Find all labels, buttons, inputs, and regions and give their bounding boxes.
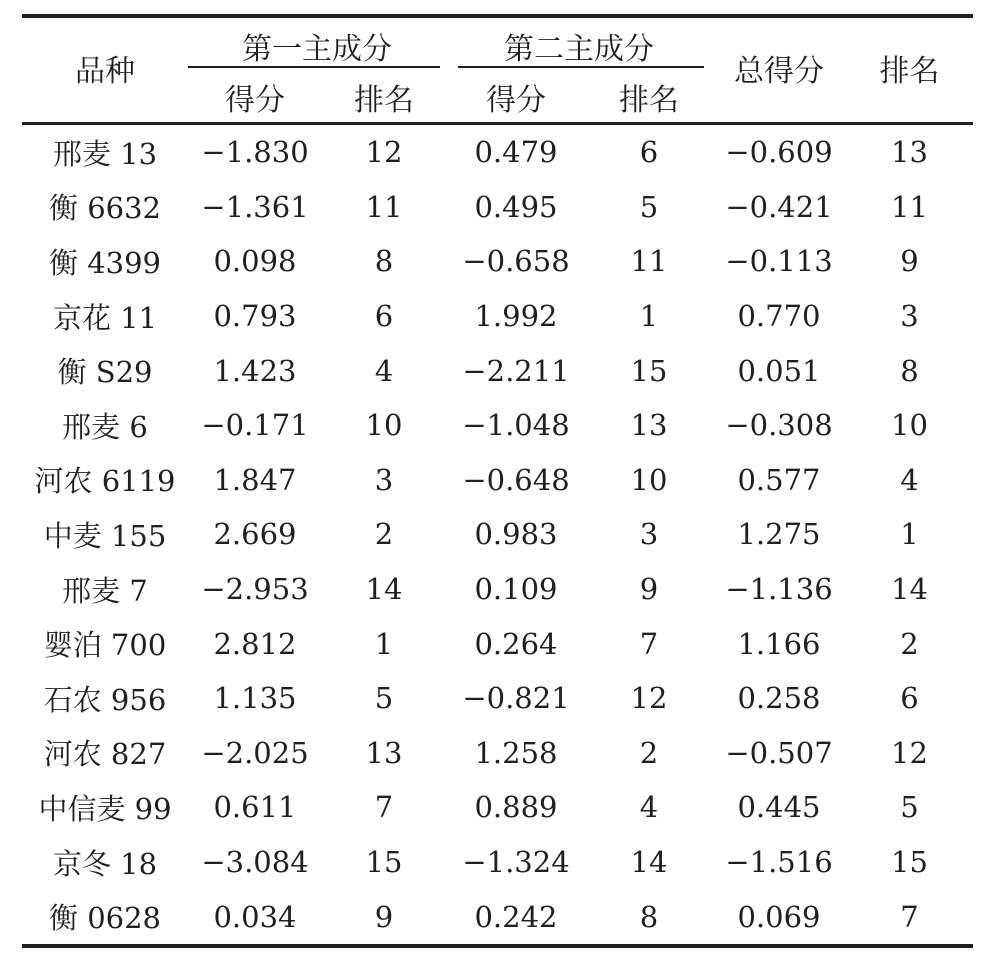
- header-variety: 品种: [22, 16, 188, 124]
- cell-variety: 衡 S29: [57, 355, 153, 390]
- cell-variety: 河农 6119: [34, 464, 176, 499]
- table-header: [22, 16, 973, 124]
- cell-pc1-score: 0.793: [213, 299, 297, 334]
- header-pc1-score: 得分: [188, 72, 322, 124]
- pc1-group-underline: [188, 66, 440, 68]
- cell-total-score: 0.258: [737, 681, 821, 716]
- cell-pc2-rank: 13: [630, 408, 668, 443]
- cell-pc1-rank: 15: [365, 845, 403, 880]
- cell-pc1-rank: 9: [322, 889, 446, 946]
- cell-variety: 衡 0628: [22, 889, 188, 946]
- cell-total-score: 0.069: [712, 889, 846, 946]
- cell-total-score: 1.275: [737, 517, 821, 552]
- table-row: [22, 780, 973, 835]
- table-row: [22, 343, 973, 398]
- cell-pc2-score: −2.211: [462, 353, 570, 388]
- cell-total-score: −1.516: [725, 845, 833, 880]
- cell-pc2-rank: 1: [639, 299, 659, 334]
- cell-pc2-rank: 4: [639, 790, 659, 825]
- cell-pc1-score: 2.669: [213, 517, 297, 552]
- cell-pc1-rank: 5: [374, 681, 394, 716]
- cell-pc1-score: −1.830: [201, 135, 309, 170]
- header-pc1: 第一主成分: [188, 16, 446, 72]
- table-row: [22, 234, 973, 289]
- cell-pc1-score: −2.025: [201, 735, 309, 770]
- cell-variety: 京冬 18: [52, 846, 158, 881]
- table-row: [22, 889, 973, 946]
- table-row: [22, 671, 973, 726]
- cell-pc2-score: 0.109: [474, 572, 558, 607]
- cell-pc2-score: 0.983: [474, 517, 558, 552]
- cell-variety: 邢麦 6: [62, 409, 148, 444]
- cell-pc2-rank: 9: [639, 572, 659, 607]
- table-row: [22, 124, 973, 180]
- cell-variety: 邢麦 13: [52, 136, 158, 171]
- cell-pc1-rank: 8: [374, 244, 394, 279]
- cell-variety: 邢麦 7: [62, 573, 148, 608]
- cell-total-rank: 3: [900, 299, 919, 334]
- cell-pc2-score: −1.048: [462, 408, 570, 443]
- cell-total-score: 0.770: [737, 299, 821, 334]
- cell-pc2-rank: 12: [630, 681, 668, 716]
- cell-total-score: 1.166: [737, 626, 821, 661]
- cell-pc1-rank: 10: [365, 408, 403, 443]
- table-row: [22, 726, 973, 781]
- cell-pc2-rank: 2: [639, 735, 659, 770]
- cell-pc1-rank: 7: [374, 790, 394, 825]
- cell-total-rank: 14: [891, 572, 928, 607]
- cell-total-score: 0.445: [737, 790, 821, 825]
- cell-total-score: −0.308: [725, 408, 833, 443]
- cell-total-rank: 6: [900, 681, 919, 716]
- table-row: [22, 616, 973, 671]
- cell-pc2-rank: 14: [630, 845, 668, 880]
- cell-pc1-rank: 13: [365, 735, 403, 770]
- cell-total-rank: 9: [900, 244, 919, 279]
- cell-pc1-score: 2.812: [213, 626, 297, 661]
- cell-pc2-rank: 6: [639, 135, 659, 170]
- cell-pc1-score: −3.084: [201, 845, 309, 880]
- cell-pc2-score: 0.264: [474, 626, 558, 661]
- cell-pc1-score: −1.361: [201, 189, 309, 224]
- cell-total-rank: 15: [891, 845, 928, 880]
- cell-total-score: 0.577: [737, 462, 821, 497]
- cell-pc1-rank: 14: [365, 572, 403, 607]
- cell-total-score: −0.507: [725, 735, 833, 770]
- cell-pc2-score: 0.242: [446, 889, 586, 946]
- cell-pc2-rank: 8: [586, 889, 712, 946]
- cell-pc2-score: −0.648: [462, 462, 570, 497]
- cell-pc1-score: 0.098: [213, 244, 297, 279]
- cell-variety: 中信麦 99: [38, 791, 172, 826]
- cell-variety: 河农 827: [43, 737, 167, 772]
- cell-variety: 中麦 155: [43, 518, 167, 553]
- cell-pc2-rank: 10: [630, 462, 668, 497]
- cell-pc1-rank: 2: [374, 517, 394, 552]
- header-total-score: 总得分: [712, 16, 846, 124]
- cell-total-score: 0.051: [737, 353, 821, 388]
- cell-pc1-score: −2.953: [201, 572, 309, 607]
- pca-score-table: [22, 14, 973, 948]
- header-pc2-rank: 排名: [586, 72, 712, 124]
- cell-total-rank: 1: [900, 517, 919, 552]
- cell-pc1-rank: 3: [374, 462, 394, 497]
- cell-pc2-rank: 5: [639, 189, 659, 224]
- cell-pc1-rank: 6: [374, 299, 394, 334]
- cell-pc1-score: 1.423: [213, 353, 297, 388]
- header-total-rank: 排名: [846, 16, 973, 124]
- table-row: [22, 180, 973, 235]
- cell-pc1-rank: 12: [365, 135, 403, 170]
- cell-total-rank: 5: [900, 790, 919, 825]
- cell-total-rank: 12: [891, 735, 928, 770]
- table-row: [22, 562, 973, 617]
- cell-pc1-rank: 4: [374, 353, 394, 388]
- cell-pc2-score: −0.821: [462, 681, 570, 716]
- cell-pc2-score: 0.479: [474, 135, 558, 170]
- table-row: [22, 289, 973, 344]
- table-row: [22, 835, 973, 890]
- table-body: [22, 124, 973, 946]
- cell-variety: 衡 4399: [48, 245, 162, 280]
- cell-variety: 婴泊 700: [43, 628, 167, 663]
- header-pc2-score: 得分: [446, 72, 586, 124]
- cell-pc2-rank: 15: [630, 353, 668, 388]
- cell-total-rank: 4: [900, 462, 919, 497]
- cell-total-rank: 10: [891, 408, 928, 443]
- cell-total-rank: 2: [900, 626, 919, 661]
- cell-pc1-rank: 11: [365, 189, 403, 224]
- cell-pc2-score: 0.889: [474, 790, 558, 825]
- table-row: [22, 398, 973, 453]
- table-container: [22, 14, 973, 948]
- cell-total-rank: 8: [900, 353, 919, 388]
- cell-pc1-score: 0.034: [188, 889, 322, 946]
- cell-variety: 衡 6632: [48, 191, 162, 226]
- cell-pc2-score: −0.658: [462, 244, 570, 279]
- cell-pc2-rank: 7: [639, 626, 659, 661]
- cell-total-rank: 11: [891, 189, 928, 224]
- pc2-group-underline: [458, 66, 704, 68]
- cell-total-rank: 13: [891, 135, 928, 170]
- table-row: [22, 453, 973, 508]
- cell-pc2-rank: 11: [630, 244, 668, 279]
- cell-pc2-score: 1.992: [474, 299, 558, 334]
- cell-total-rank: 7: [846, 889, 973, 946]
- header-pc1-rank: 排名: [322, 72, 446, 124]
- cell-variety: 石农 956: [43, 682, 167, 717]
- header-pc2: 第二主成分: [446, 16, 712, 72]
- cell-total-score: −0.609: [725, 135, 833, 170]
- cell-total-score: −0.421: [725, 189, 833, 224]
- cell-pc2-score: −1.324: [462, 845, 570, 880]
- cell-total-score: −0.113: [725, 244, 833, 279]
- cell-pc2-score: 0.495: [474, 189, 558, 224]
- cell-total-score: −1.136: [725, 572, 833, 607]
- cell-pc1-score: 0.611: [213, 790, 297, 825]
- cell-pc1-score: −0.171: [201, 408, 309, 443]
- cell-pc1-score: 1.135: [213, 681, 297, 716]
- cell-pc1-score: 1.847: [213, 462, 297, 497]
- cell-pc1-rank: 1: [374, 626, 394, 661]
- cell-variety: 京花 11: [52, 300, 158, 335]
- table-row: [22, 507, 973, 562]
- cell-pc2-rank: 3: [639, 517, 659, 552]
- cell-pc2-score: 1.258: [474, 735, 558, 770]
